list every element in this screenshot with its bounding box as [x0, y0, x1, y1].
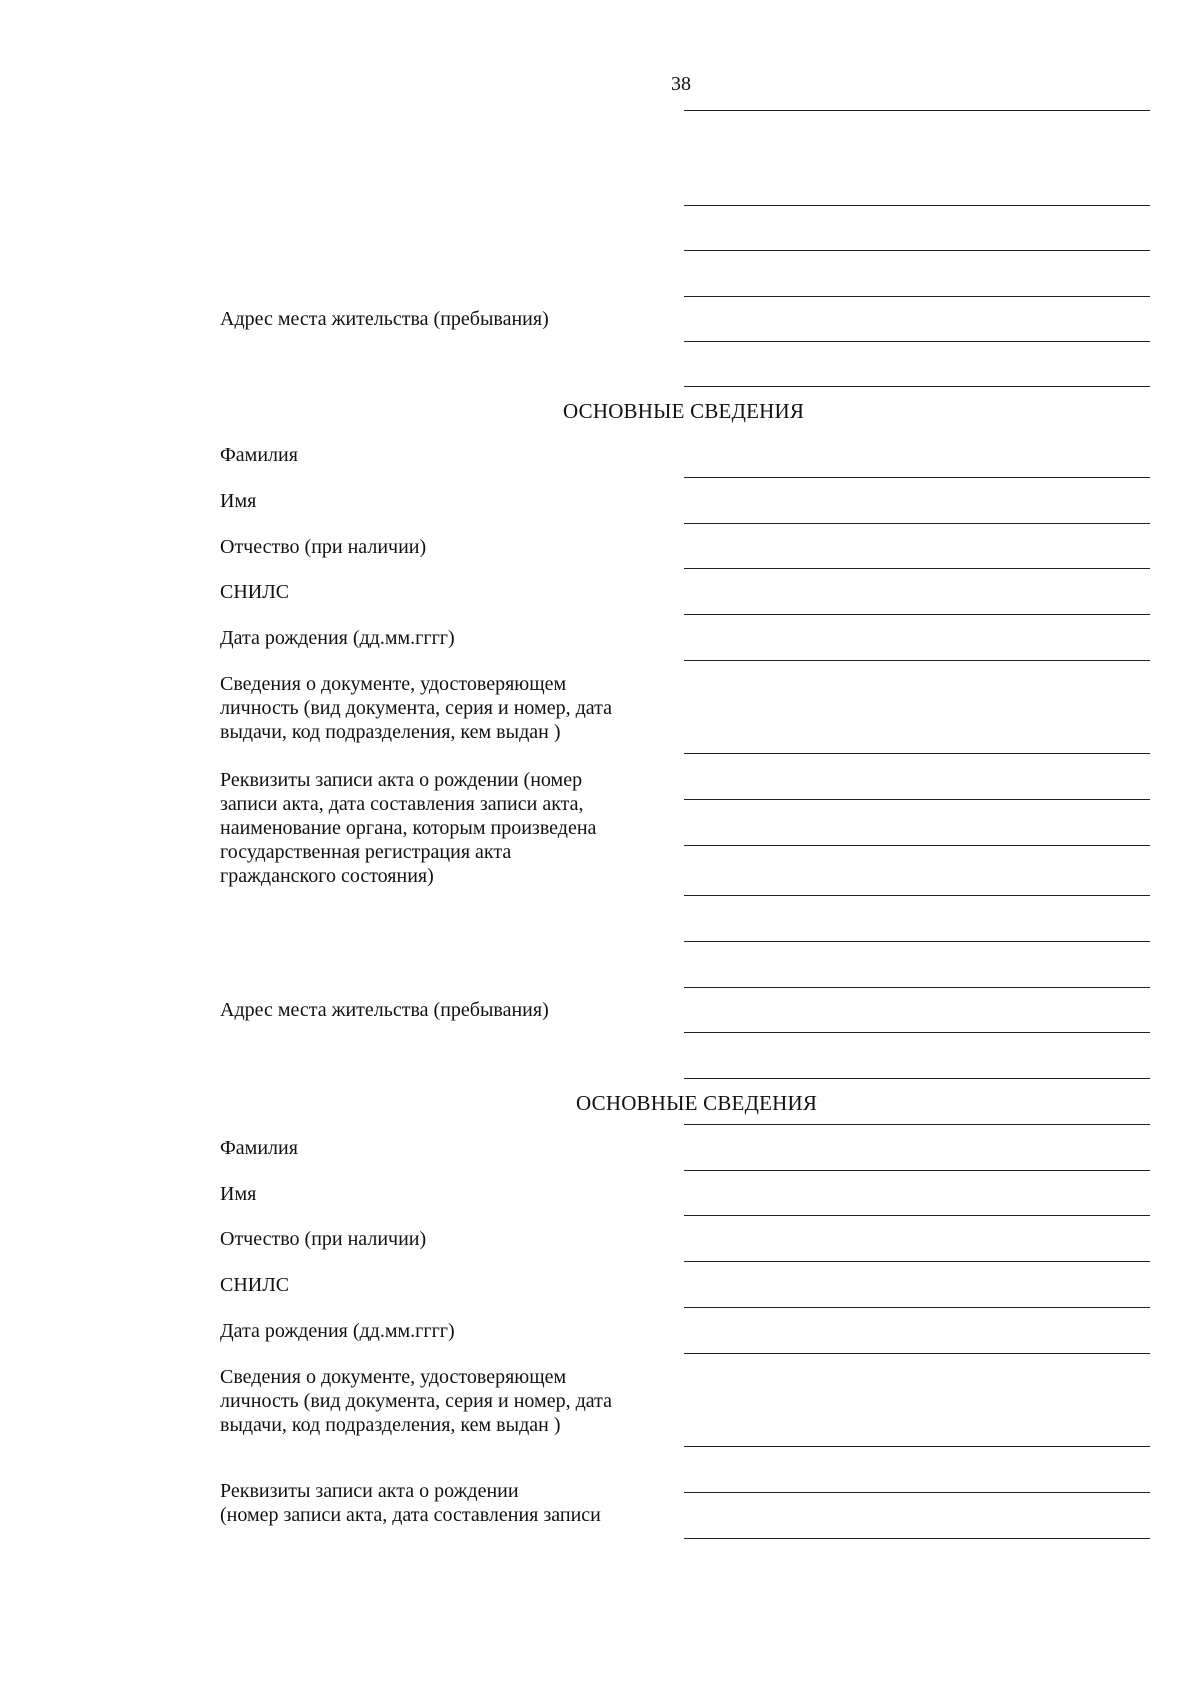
name-label: Имя	[220, 1183, 257, 1205]
identity-document-label: Сведения о документе, удостоверяющем личность (вид документа, серия и номер, дата выдачи, код подразделения, кем выдан )	[220, 1366, 612, 1436]
birth-record-field-line[interactable]	[684, 1538, 1150, 1539]
fill-line[interactable]	[684, 205, 1150, 206]
patronymic-field-line[interactable]	[684, 568, 1150, 569]
name-label: Имя	[220, 490, 257, 512]
birth-record-label: Реквизиты записи акта о рождении (номер записи акта, дата составления записи акта, наименование органа, которым произведена государственная регистрация акта гражданского состояния)	[220, 769, 597, 887]
birth-date-field-line[interactable]	[684, 660, 1150, 661]
surname-label: Фамилия	[220, 444, 298, 466]
fill-line[interactable]	[684, 341, 1150, 342]
fill-line[interactable]	[684, 941, 1150, 942]
birth-record-field-line[interactable]	[684, 895, 1150, 896]
identity-document-label: Сведения о документе, удостоверяющем личность (вид документа, серия и номер, дата выдачи, код подразделения, кем выдан )	[220, 673, 612, 743]
page-number: 38	[671, 73, 691, 95]
fill-line[interactable]	[684, 1124, 1150, 1125]
fill-line[interactable]	[684, 110, 1150, 111]
fill-line[interactable]	[684, 987, 1150, 988]
fill-line[interactable]	[684, 296, 1150, 297]
birth-date-label: Дата рождения (дд.мм.гггг)	[220, 627, 455, 649]
name-field-line[interactable]	[684, 523, 1150, 524]
birth-record-field-line[interactable]	[684, 1492, 1150, 1493]
birth-date-field-line[interactable]	[684, 1353, 1150, 1354]
birth-record-field-line[interactable]	[684, 799, 1150, 800]
patronymic-label: Отчество (при наличии)	[220, 1228, 427, 1250]
snils-label: СНИЛС	[220, 1274, 290, 1296]
identity-document-field-line[interactable]	[684, 753, 1150, 754]
birth-date-label: Дата рождения (дд.мм.гггг)	[220, 1320, 455, 1342]
fill-line[interactable]	[684, 250, 1150, 251]
fill-line[interactable]	[684, 386, 1150, 387]
surname-field-line[interactable]	[684, 1170, 1150, 1171]
section-heading: ОСНОВНЫЕ СВЕДЕНИЯ	[576, 1091, 818, 1115]
surname-field-line[interactable]	[684, 477, 1150, 478]
snils-label: СНИЛС	[220, 581, 290, 603]
birth-record-field-line[interactable]	[684, 845, 1150, 846]
snils-field-line[interactable]	[684, 1307, 1150, 1308]
snils-field-line[interactable]	[684, 614, 1150, 615]
patronymic-field-line[interactable]	[684, 1261, 1150, 1262]
address-field-line[interactable]	[684, 1078, 1150, 1079]
birth-record-label: Реквизиты записи акта о рождении (номер записи акта, дата составления записи	[220, 1480, 601, 1526]
section-heading: ОСНОВНЫЕ СВЕДЕНИЯ	[563, 399, 805, 423]
address-label: Адрес места жительства (пребывания)	[220, 308, 549, 330]
address-field-line[interactable]	[684, 1032, 1150, 1033]
identity-document-field-line[interactable]	[684, 1446, 1150, 1447]
name-field-line[interactable]	[684, 1215, 1150, 1216]
patronymic-label: Отчество (при наличии)	[220, 536, 427, 558]
address-label: Адрес места жительства (пребывания)	[220, 999, 549, 1021]
surname-label: Фамилия	[220, 1137, 298, 1159]
